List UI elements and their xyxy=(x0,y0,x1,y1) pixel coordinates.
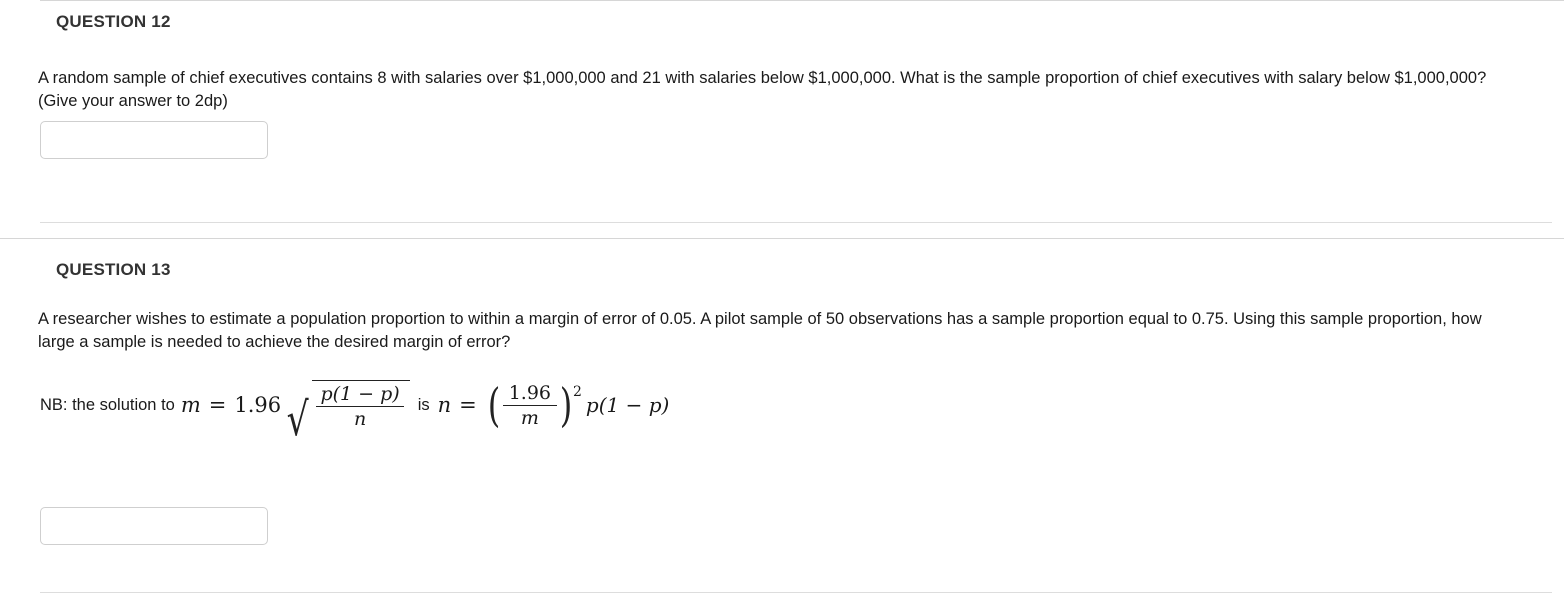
question-13-text: A researcher wishes to estimate a population proportion to within a margin of error of 0.05. A pilot sample of 50 observations has a sample proportion equal to 0.75. Using this sample proportion, how large a sample is needed to achieve the desired margin of error? xyxy=(38,310,1482,351)
right-parenthesis-icon: ) xyxy=(559,378,573,433)
question-13-divider xyxy=(40,592,1552,593)
formula-rhs-variable: n xyxy=(437,393,452,418)
formula-note-label: NB: the solution to xyxy=(40,395,175,414)
question-13-title: QUESTION 13 xyxy=(56,260,171,279)
formula-rhs-equals-sign: = xyxy=(459,393,477,418)
rhs-fraction xyxy=(503,382,557,429)
radical-sign: √ xyxy=(286,392,309,447)
formula-coefficient: 1.96 xyxy=(234,393,282,418)
left-parenthesis-icon: ( xyxy=(487,378,501,433)
question-12-title: QUESTION 12 xyxy=(56,12,171,31)
parenthesized-fraction xyxy=(485,378,584,433)
question-12-divider xyxy=(40,222,1552,223)
formula-equals-sign: = xyxy=(208,393,227,418)
radicand-denominator: n xyxy=(353,408,367,431)
exponent: 2 xyxy=(572,384,582,401)
radicand xyxy=(312,380,409,430)
question-13-answer-input[interactable] xyxy=(40,507,268,545)
formula-lhs-variable: m xyxy=(180,393,201,418)
radicand-numerator: p(1 − p) xyxy=(320,383,400,405)
formula-tail-term: p(1 − p) xyxy=(585,393,670,418)
question-12-text: A random sample of chief executives contains 8 with salaries over $1,000,000 and 21 with salaries below $1,000,000. What is the sample proportion of chief executives with salary below $1,000,000? (Give your answer to 2dp) xyxy=(38,69,1487,110)
top-divider xyxy=(40,0,1564,1)
rhs-fraction-denominator: m xyxy=(520,406,539,429)
section-divider xyxy=(0,238,1564,239)
formula-connector-word: is xyxy=(417,395,430,414)
radicand-fraction xyxy=(316,383,403,430)
question-13-formula xyxy=(40,378,670,447)
rhs-fraction-numerator: 1.96 xyxy=(508,381,552,404)
question-12-answer-input[interactable] xyxy=(40,121,268,159)
square-root-icon xyxy=(283,380,410,447)
